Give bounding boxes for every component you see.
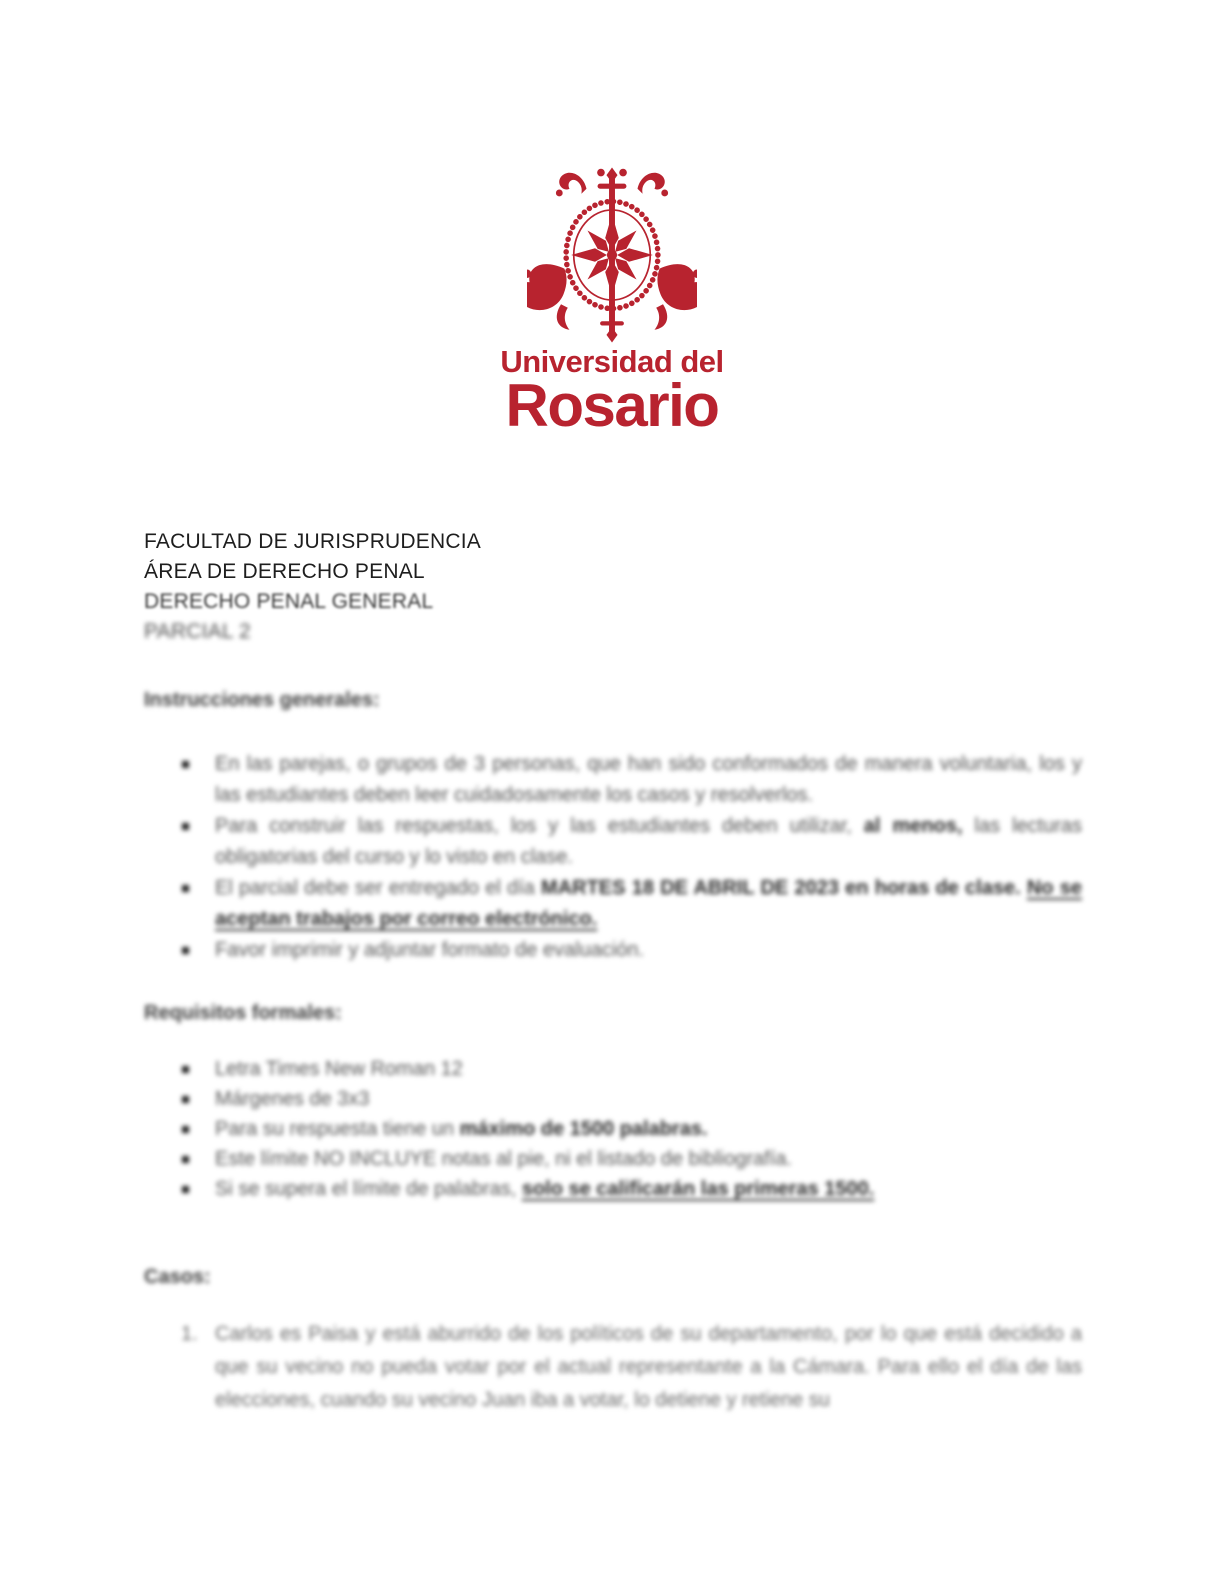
text-run: Este límite NO INCLUYE notas al pie, ni el listado de bibliografía. [215,1148,792,1170]
cases-list [144,1318,1082,1417]
requirement-bullet-4 [144,1144,1082,1174]
instruction-bullet-3 [144,873,1082,935]
text-run: No se aceptan trabajos por correo electrónico. [215,877,1082,930]
text-run: Si se supera el límite de palabras, [215,1178,522,1200]
text-run: Favor imprimir y adjuntar formato de evaluación. [215,939,645,961]
text-run: MARTES 18 DE ABRIL DE 2023 en horas de clase. [541,877,1027,899]
requirement-bullet-2 [144,1084,1082,1114]
instruction-bullet-2 [144,811,1082,873]
document-header [144,527,1082,647]
logo-wordmark-line1: Universidad del [500,344,724,379]
logo-wordmark-line2: Rosario [505,372,719,439]
header-line-exam: PARCIAL 2 [144,620,251,643]
requirement-bullet-1 [144,1054,1082,1084]
instructions-heading: Instrucciones generales: [144,689,380,711]
text-run: El parcial debe ser entregado el día [215,877,542,899]
university-logo [0,166,1224,439]
requirement-bullet-3 [144,1114,1082,1144]
cases-heading: Casos: [144,1266,211,1288]
text-run: las lecturas obligatorias del curso y lo visto en clase. [215,815,1082,868]
header-line-course: DERECHO PENAL GENERAL [144,590,434,613]
rosario-crest-icon [527,166,697,344]
instruction-bullet-4 [144,935,1082,966]
header-line-faculty: FACULTAD DE JURISPRUDENCIA [144,530,481,553]
header-line-area: ÁREA DE DERECHO PENAL [144,560,425,583]
text-run: máximo de 1500 palabras. [459,1118,708,1140]
case-item-1 [144,1318,1082,1417]
text-run: solo se calificarán las primeras 1500. [521,1178,875,1200]
text-run: En las parejas, o grupos de 3 personas, que han sido conformados de manera voluntaria, los y las estudiantes deben leer cuidadosamente los casos y resolverlos. [215,753,1082,806]
text-run: Para su respuesta tiene un [215,1118,460,1140]
text-run: al menos, [863,815,963,837]
requirements-list [144,1054,1082,1204]
requirements-heading: Requisitos formales: [144,1002,342,1024]
case-number: 1. [181,1323,198,1345]
text-run: Márgenes de 3x3 [215,1088,370,1110]
requirement-bullet-5 [144,1174,1082,1204]
text-run: Para construir las respuestas, los y las estudiantes deben utilizar, [215,815,864,837]
text-run: Letra Times New Roman 12 [215,1058,463,1080]
case-text: Carlos es Paisa y está aburrido de los políticos de su departamento, por lo que está decidido a que su vecino no pueda votar por el actual representante a la Cámara. Para ello el día de las elecciones, cuando su vecino Juan iba a votar, lo detiene y retiene su [215,1323,1082,1411]
instructions-list [144,749,1082,966]
document-content [144,527,1082,1417]
instruction-bullet-1 [144,749,1082,811]
